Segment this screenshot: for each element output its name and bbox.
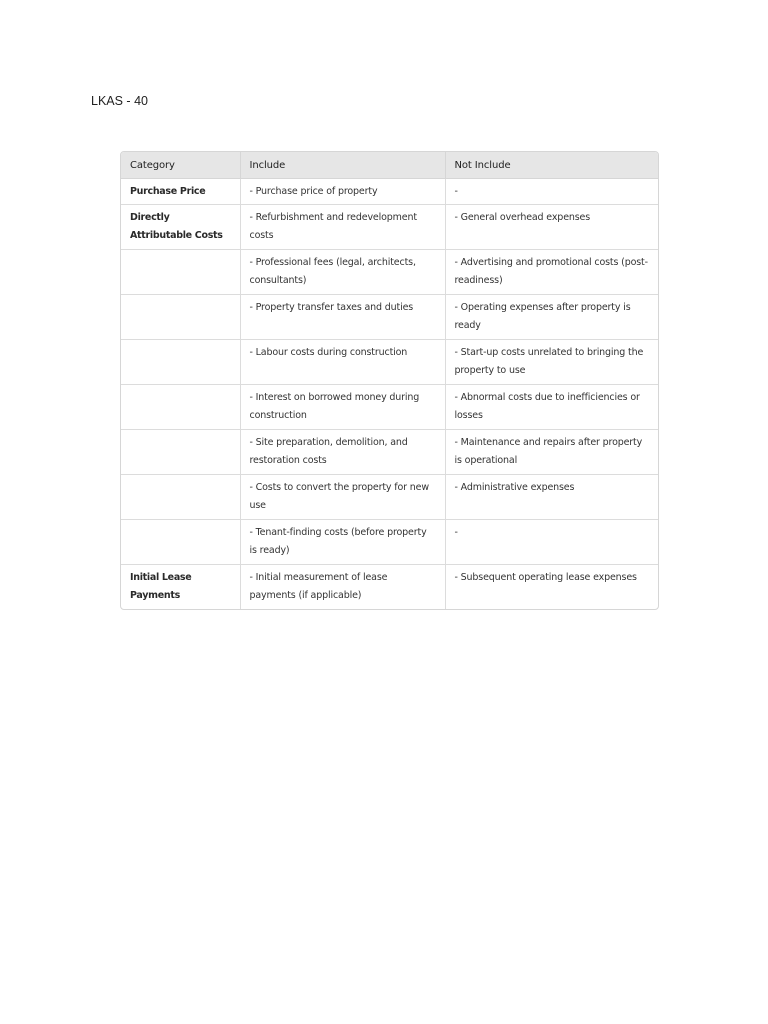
not-include-cell: - Abnormal costs due to inefficiencies or losses	[445, 385, 658, 430]
not-include-cell: - Start-up costs unrelated to bringing the property to use	[445, 340, 658, 385]
table-row	[121, 295, 658, 340]
not-include-cell: - Subsequent operating lease expenses	[454, 572, 637, 583]
category-cell	[121, 250, 240, 295]
include-cell: - Purchase price of property	[240, 179, 445, 205]
table-row	[121, 205, 658, 250]
table-row	[121, 250, 658, 295]
include-cell: - Tenant-finding costs (before property is ready)	[240, 520, 445, 565]
category-cell	[121, 430, 240, 475]
header-not-include: Not Include	[445, 152, 658, 179]
include-cell: - Labour costs during construction	[240, 340, 445, 385]
table-row	[121, 340, 658, 385]
include-cell: - Property transfer taxes and duties	[240, 295, 445, 340]
table-row	[121, 179, 658, 205]
header-include: Include	[240, 152, 445, 179]
table-row	[121, 430, 658, 475]
table-row	[121, 475, 658, 520]
category-cell	[121, 340, 240, 385]
category-cell: Directly Attributable Costs	[121, 205, 240, 250]
not-include-cell: -	[445, 520, 658, 565]
category-cell	[121, 520, 240, 565]
category-cell	[121, 295, 240, 340]
category-cell: Purchase Price	[121, 179, 240, 205]
cost-table-container	[120, 151, 659, 610]
table-header-row	[121, 152, 658, 179]
not-include-cell: - Maintenance and repairs after property is operational	[445, 430, 658, 475]
not-include-cell: - Administrative expenses	[445, 475, 658, 520]
category-cell: Initial Lease Payments	[121, 565, 240, 610]
not-include-cell: -	[445, 179, 658, 205]
cost-table	[121, 152, 658, 609]
table-row	[121, 385, 658, 430]
include-cell: - Professional fees (legal, architects, consultants)	[240, 250, 445, 295]
not-include-cell: - General overhead expenses	[445, 205, 658, 250]
not-include-cell: - Operating expenses after property is ready	[445, 295, 658, 340]
include-cell: - Refurbishment and redevelopment costs	[240, 205, 445, 250]
include-cell: - Interest on borrowed money during construction	[240, 385, 445, 430]
document-title: LKAS - 40	[91, 94, 148, 108]
header-category: Category	[121, 152, 240, 179]
category-cell	[121, 385, 240, 430]
include-cell: - Costs to convert the property for new use	[240, 475, 445, 520]
category-cell	[121, 475, 240, 520]
include-cell: - Initial measurement of lease payments (if applicable)	[240, 565, 445, 610]
not-include-cell: - Advertising and promotional costs (post-readiness)	[445, 250, 658, 295]
table-row	[121, 565, 658, 610]
table-row	[121, 520, 658, 565]
include-cell: - Site preparation, demolition, and restoration costs	[240, 430, 445, 475]
